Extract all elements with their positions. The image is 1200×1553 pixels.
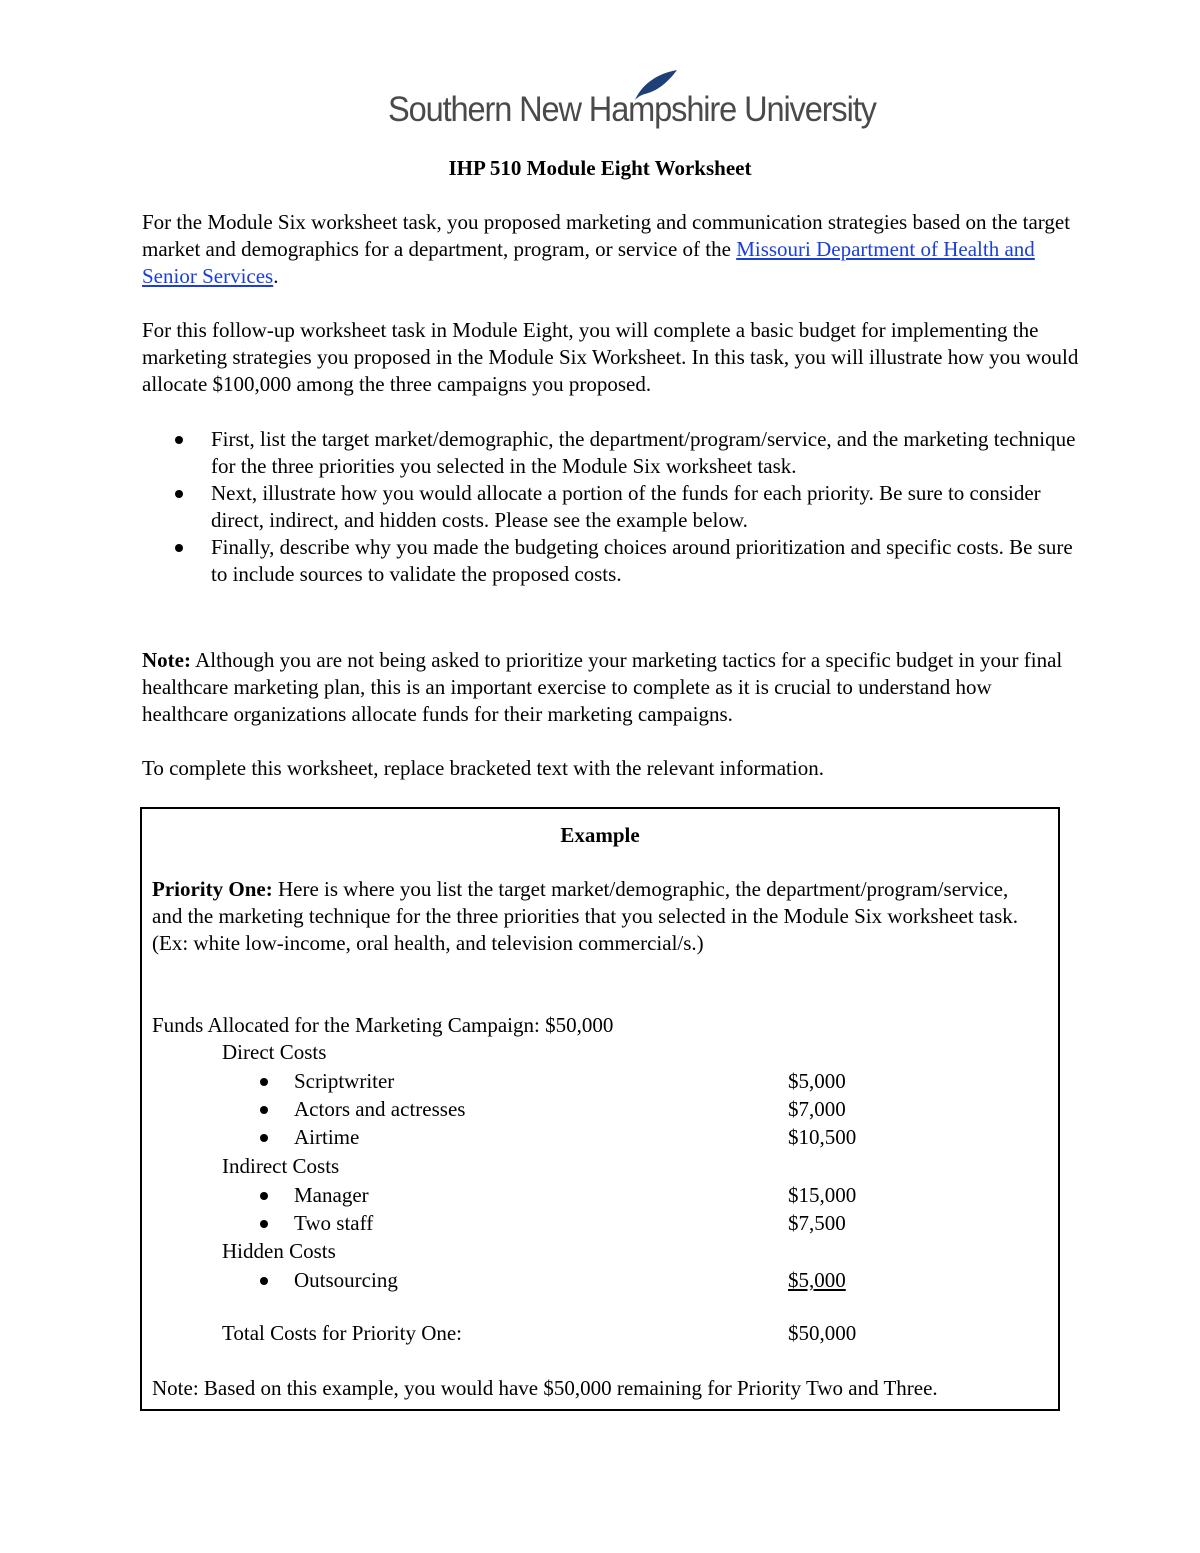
cost-row: Actors and actresses $7,000	[222, 1095, 922, 1123]
bullet-icon	[175, 490, 183, 498]
bullet-icon	[175, 544, 183, 552]
bullet-icon	[260, 1277, 268, 1285]
note-paragraph	[142, 647, 1082, 728]
followup-paragraph	[142, 317, 1082, 398]
university-logo	[388, 68, 876, 140]
list-item: Next, illustrate how you would allocate a portion of the funds for each priority. Be sure to consider direct, indirect, and hidden costs. Please see the example below.	[142, 480, 1082, 534]
total-row	[222, 1319, 922, 1347]
logo-text: Southern New Hampshire University	[388, 90, 876, 129]
cost-row: Scriptwriter $5,000	[222, 1067, 922, 1095]
cost-row: Manager $15,000	[222, 1181, 922, 1209]
example-title: Example	[560, 823, 640, 847]
bullet-icon	[260, 1134, 268, 1142]
intro-paragraph	[142, 209, 1082, 290]
example-box	[140, 807, 1060, 1411]
list-item: First, list the target market/demographic, the department/program/service, and the marketing technique for the three priorities you selected in the Module Six worksheet task.	[142, 426, 1082, 480]
instruction-paragraph	[142, 755, 1082, 782]
funds-allocated: Funds Allocated for the Marketing Campaign: $50,000	[152, 1013, 614, 1037]
page-title: IHP 510 Module Eight Worksheet	[448, 156, 752, 180]
indirect-costs-label: Indirect Costs	[222, 1154, 340, 1178]
bullet-icon	[260, 1106, 268, 1114]
hidden-costs-label: Hidden Costs	[222, 1239, 336, 1263]
priority-text: Here is where you list the target market/demographic, the department/program/service, and the marketing technique for the three priorities that you selected in the Module Six worksheet task. (Ex: white low-income, oral health, and television commercial/s.)	[152, 877, 1019, 955]
instruction-text: To complete this worksheet, replace bracketed text with the relevant information.	[142, 756, 824, 780]
note-label: Note:	[142, 648, 191, 672]
total-amount: $50,000	[788, 1321, 857, 1345]
bullet-icon	[260, 1220, 268, 1228]
bullet-icon	[175, 436, 183, 444]
direct-costs-label: Direct Costs	[222, 1040, 327, 1064]
missouri-dhss-link[interactable]: Missouri Department of Health and Senior Services	[142, 237, 1035, 288]
list-item: Finally, describe why you made the budgeting choices around prioritization and specific costs. Be sure to include sources to validate the proposed costs.	[142, 534, 1082, 588]
cost-row: Airtime $10,500	[222, 1123, 922, 1151]
note-text: Although you are not being asked to prioritize your marketing tactics for a specific budget in your final healthcare marketing plan, this is an important exercise to complete as it is crucial to understand how healthcare organizations allocate funds for their marketing campaigns.	[142, 648, 1063, 726]
instruction-list	[142, 426, 1082, 588]
intro-text-end: .	[273, 264, 279, 288]
cost-row: Two staff $7,500	[222, 1209, 922, 1237]
bullet-icon	[260, 1078, 268, 1086]
bullet-icon	[260, 1192, 268, 1200]
closing-note: Note: Based on this example, you would have $50,000 remaining for Priority Two and Three.	[152, 1376, 938, 1400]
intro-text: For the Module Six worksheet task, you proposed marketing and communication strategies based on the target market and demographics for a department, program, or service of the	[142, 210, 1071, 261]
cost-row: Outsourcing $5,000	[222, 1266, 922, 1294]
priority-label: Priority One:	[152, 877, 273, 901]
priority-one-paragraph	[152, 876, 1042, 957]
followup-text: For this follow-up worksheet task in Module Eight, you will complete a basic budget for implementing the marketing strategies you proposed in the Module Six Worksheet. In this task, you will illustrate how you would allocate $100,000 among the three campaigns you proposed.	[142, 318, 1079, 396]
total-label: Total Costs for Priority One:	[222, 1321, 463, 1345]
